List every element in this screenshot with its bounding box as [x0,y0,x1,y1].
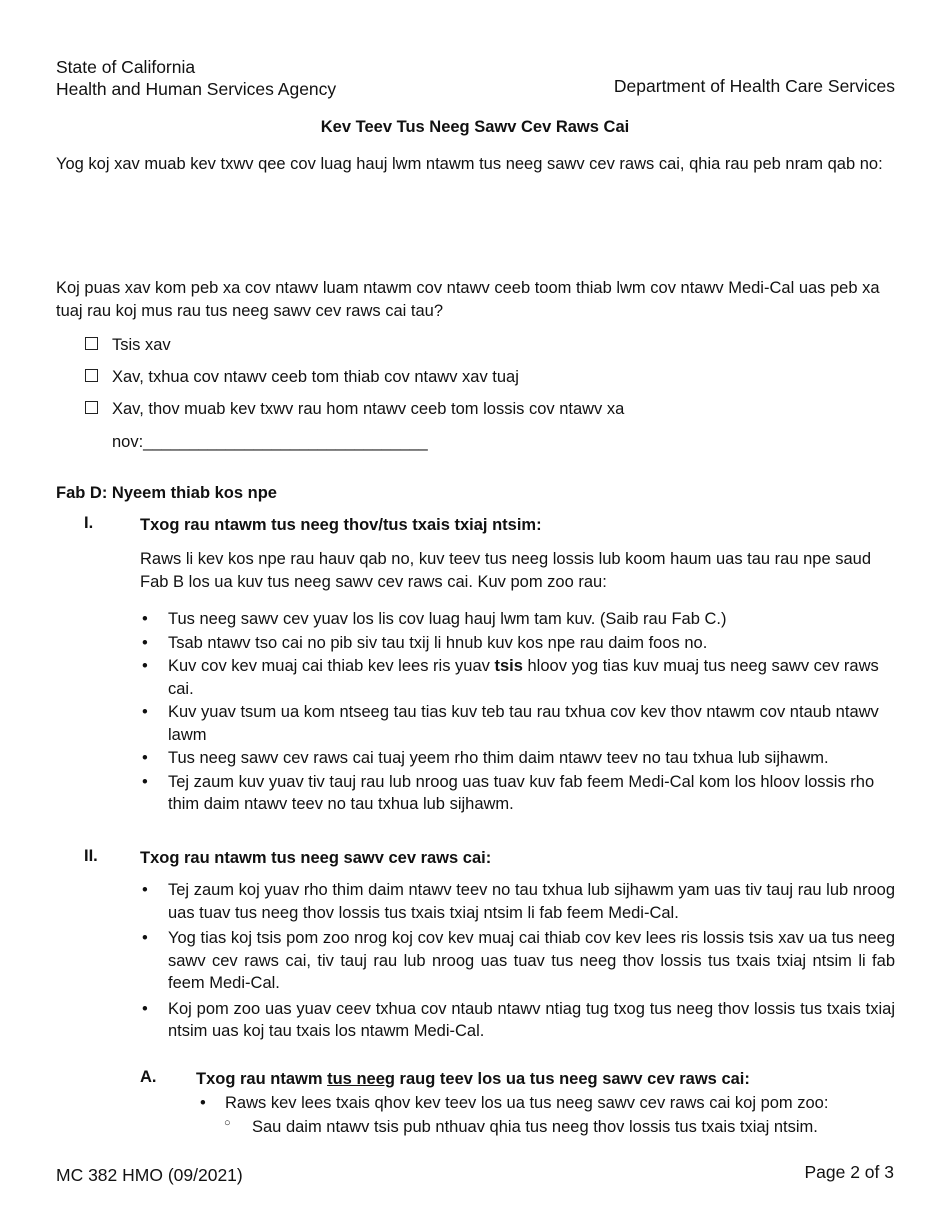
list-item: • Tus neeg sawv cev yuav los lis cov luag hauj lwm tam kuv. (Saib rau Fab C.) [140,608,892,631]
list-item: • Tej zaum kuv yuav tiv tauj rau lub nroog uas tuav kuv fab feem Medi-Cal kom los hloov lossis rho thim daim ntawv teev no tau txhua lub sijhawm. [142,772,875,813]
intro-text: Yog koj xav muab kev txwv qee cov luag hauj lwm ntawm tus neeg sawv cev raws cai, qhia rau peb nram qab no: [56,155,883,173]
section-d-heading: Fab D: Nyeem thiab kos npe [56,484,277,502]
page-number: Page 2 of 3 [804,1162,894,1182]
question-text: Koj puas xav kom peb xa cov ntawv luam ntawm cov ntawv ceeb toom thiab lwm cov ntawv Medi-Cal uas peb xa tuaj rau koj mus rau tus neeg sawv cev raws cai tau? [56,279,880,320]
part-i-list [140,608,892,816]
checkbox-option-no[interactable] [85,336,171,355]
part-a-sub-bullet: ○ Sau daim ntawv tsis pub nthuav qhia tus neeg thov lossis tus txais txiaj ntsim. [224,1116,818,1139]
checkbox-option-limit[interactable] [85,400,624,419]
state-name: State of California [56,57,196,77]
agency-name: Health and Human Services Agency [56,79,337,99]
checkbox-label: Tsis xav [112,336,171,354]
bullet-icon: • [142,999,148,1018]
list-item: • Kuv cov kev muaj cai thiab kev lees ris yuav tsis hloov yog tias kuv muaj tus neeg sawv cev raws cai. [142,657,879,698]
bullet-icon: • [142,657,148,675]
nov-fill-line[interactable]: nov:_______________________________ [112,433,428,451]
list-item: • Koj pom zoo uas yuav ceev txhua cov ntaub ntawv ntiag tug txog tus neeg thov lossis tus txais txiaj ntsim uas koj tau txais los ntawm Medi-Cal. [142,999,895,1040]
checkbox-icon[interactable] [85,401,98,414]
checkbox-icon[interactable] [85,369,98,382]
department-name: Department of Health Care Services [613,76,895,96]
checkbox-label: Xav, txhua cov ntawv ceeb tom thiab cov ntawv xav tuaj [112,368,519,386]
bullet-icon: • [142,633,148,652]
part-a-heading: Txog rau ntawm tus neeg raug teev los ua tus neeg sawv cev raws cai: [196,1070,750,1088]
part-a-bullet: • Raws kev lees txais qhov kev teev los ua tus neeg sawv cev raws cai koj pom zoo: [200,1092,828,1115]
form-number: MC 382 HMO (09/2021) [56,1165,243,1185]
checkbox-icon[interactable] [85,337,98,350]
list-item: • Kuv yuav tsum ua kom ntseeg tau tias kuv teb tau rau txhua cov kev thov ntawm cov ntaub ntawv lawm [142,703,879,744]
bullet-icon: • [142,772,148,791]
part-i-number: I. [84,514,94,532]
bullet-icon: • [142,881,148,899]
list-item: • Tej zaum koj yuav rho thim daim ntawv teev no tau txhua lub sijhawm yam uas tiv tauj rau lub nroog uas tuav tus neeg thov lossis tus txais txiaj ntsim li fab feem Medi-Cal. [142,881,895,922]
part-ii-number: II. [84,847,98,865]
checkbox-option-all[interactable] [85,368,519,387]
circle-bullet-icon: ○ [224,1117,231,1129]
part-ii-heading: Txog rau ntawm tus neeg sawv cev raws cai: [140,849,492,867]
part-i-heading: Txog rau ntawm tus neeg thov/tus txais txiaj ntsim: [140,516,542,534]
checkbox-label: Xav, thov muab kev txwv rau hom ntawv ceeb tom lossis cov ntawv xa [112,400,625,418]
bullet-icon: • [142,703,148,721]
list-item: • Tsab ntawv tso cai no pib siv tau txij li hnub kuv kos npe rau daim foos no. [140,632,892,655]
bullet-icon: • [142,749,148,767]
list-item: • Tus neeg sawv cev raws cai tuaj yeem rho thim daim ntawv teev no tau txhua lub sijhawm. [140,747,892,770]
bullet-icon: • [142,610,148,628]
page-title: Kev Teev Tus Neeg Sawv Cev Raws Cai [320,118,630,136]
part-i-paragraph: Raws li kev kos npe rau hauv qab no, kuv teev tus neeg lossis lub koom haum uas tau rau npe saud Fab B los ua kuv tus neeg sawv cev raws cai. Kuv pom zoo rau: [140,550,872,591]
part-ii-list [140,879,895,1043]
bullet-icon: • [142,929,148,947]
bullet-icon: • [200,1094,206,1112]
list-item: • Yog tias koj tsis pom zoo nrog koj cov kev muaj cai thiab cov kev lees ris lossis tsis xav ua tus neeg sawv cev raws cai, tiv tauj rau lub nroog uas tuav tus neeg thov lossis tus txais txiaj ntsim li fab feem Medi-Cal. [142,929,895,992]
part-a-number: A. [140,1068,157,1086]
